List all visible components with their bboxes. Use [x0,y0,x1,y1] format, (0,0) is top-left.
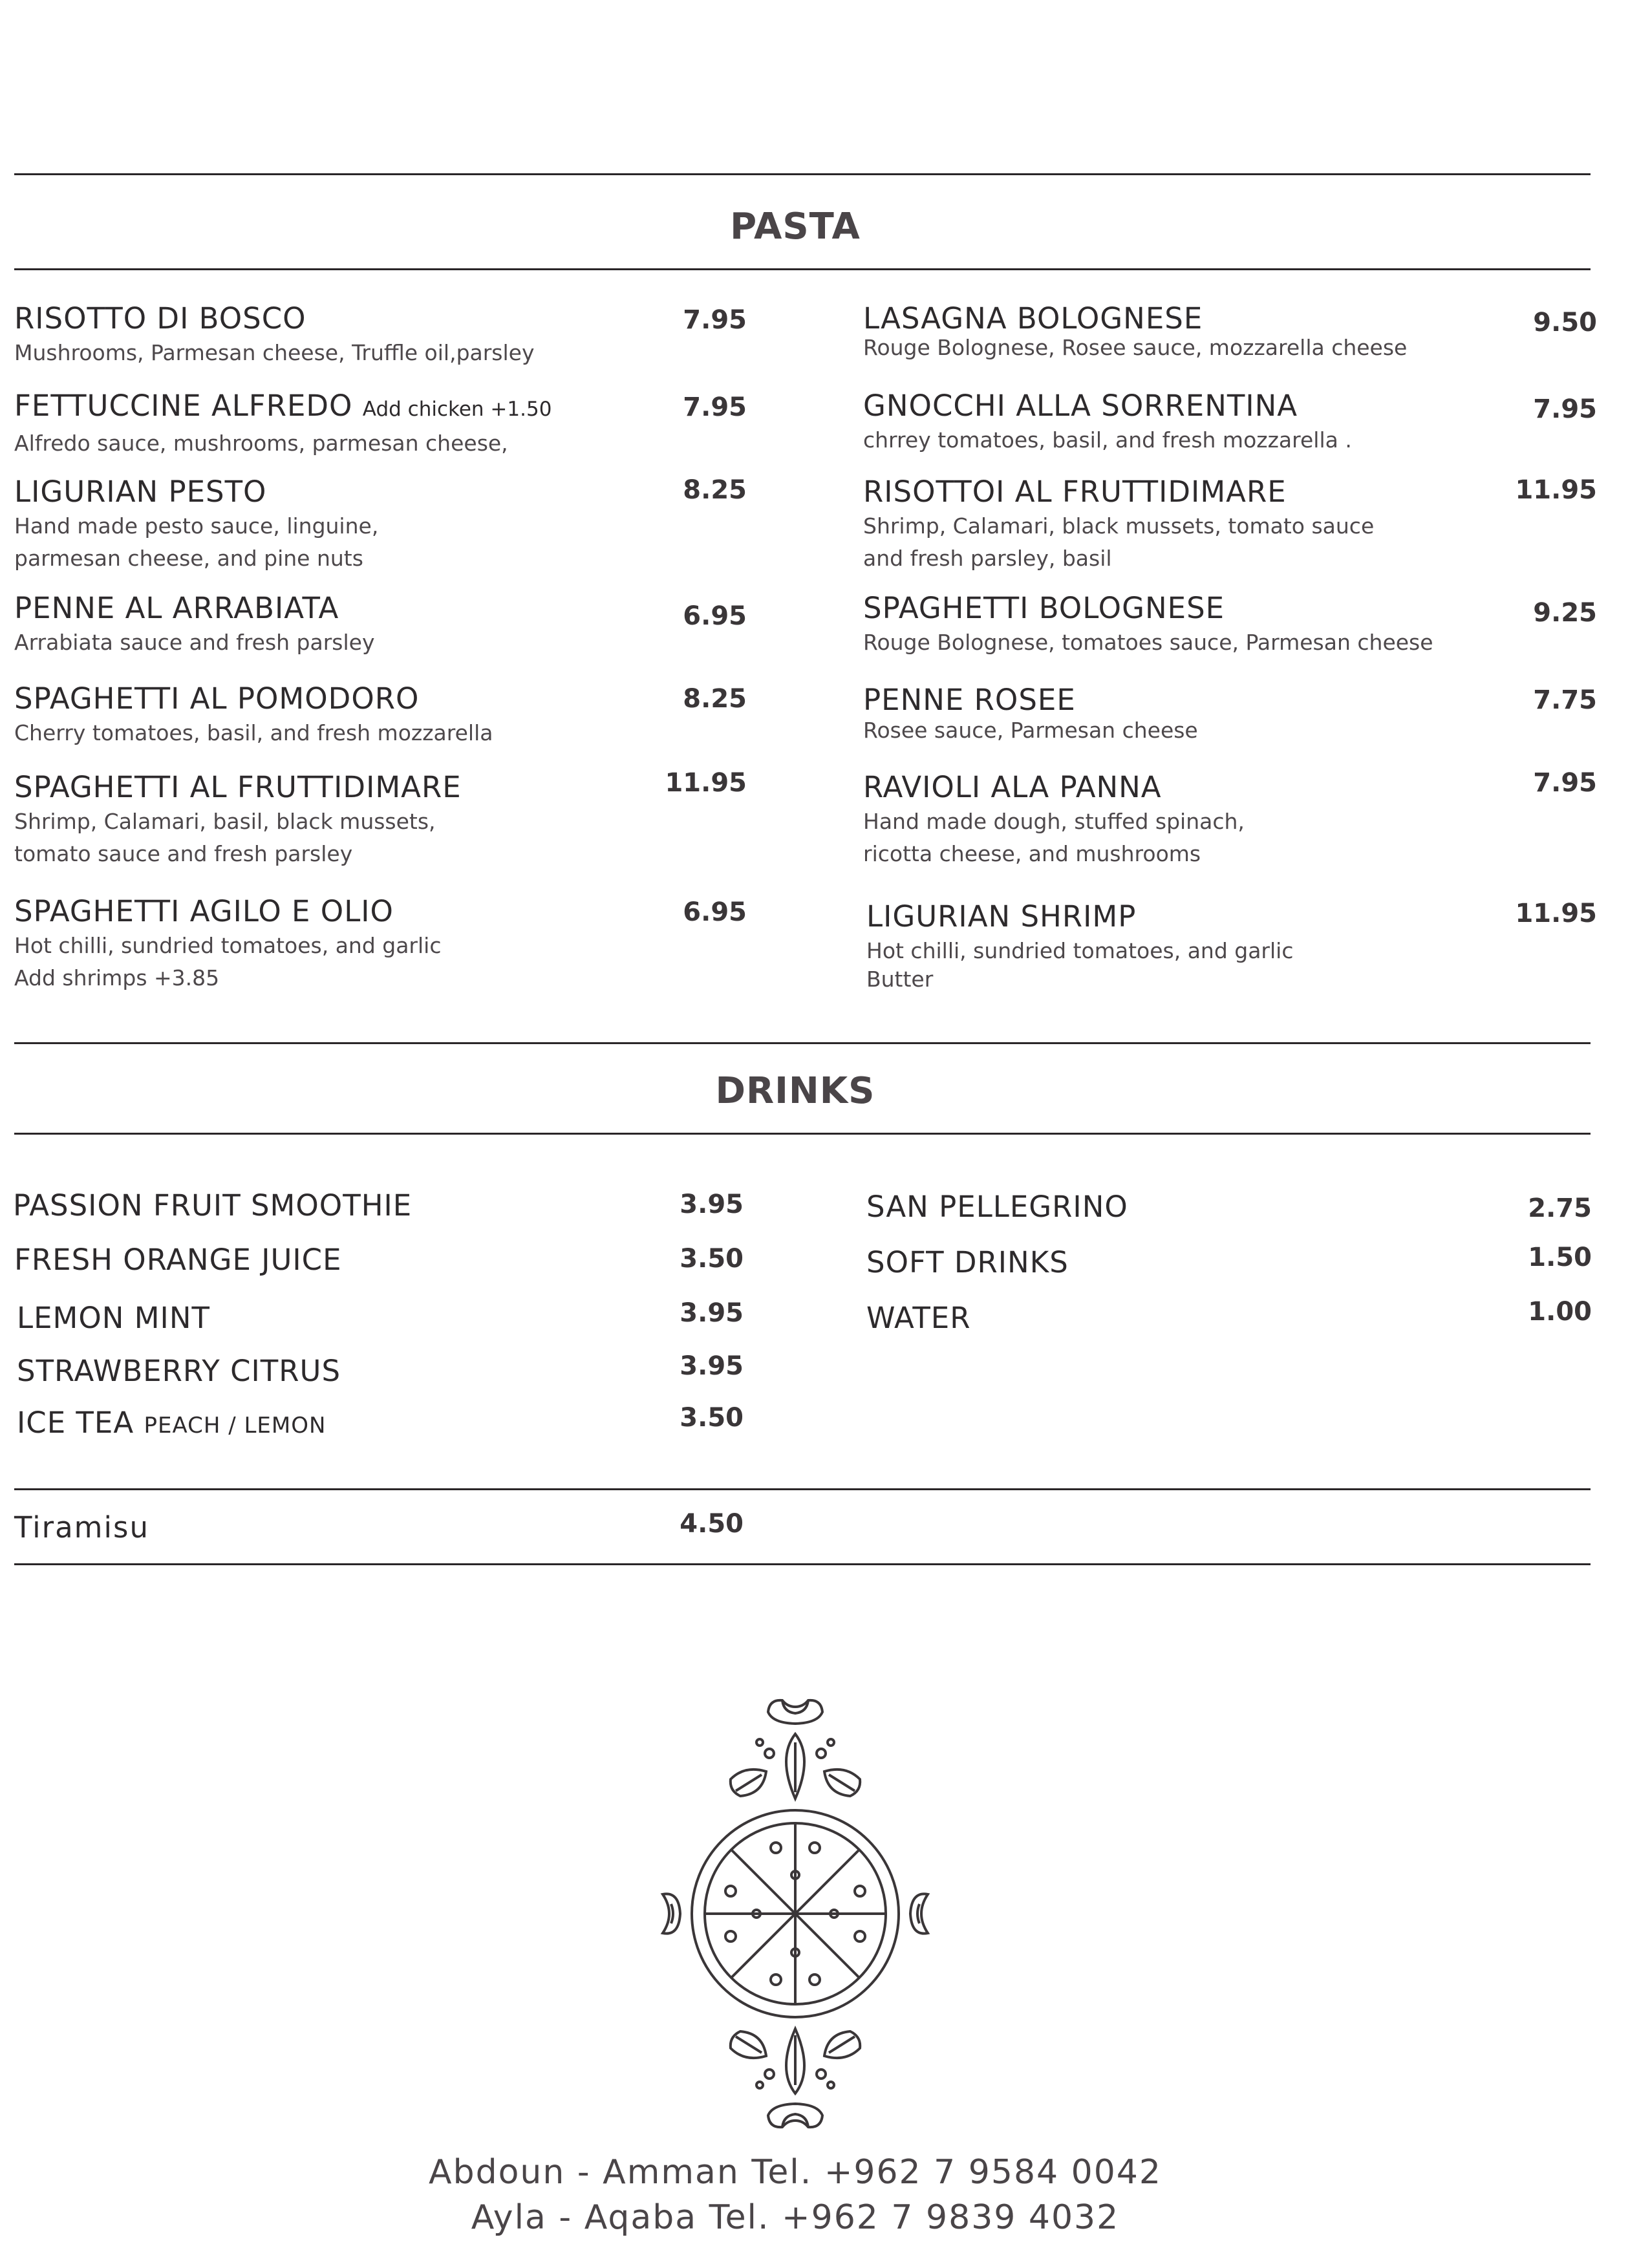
drink-price: 2.75 [1528,1193,1592,1223]
pasta-item-penne-rosee [863,682,1198,747]
drink-price: 3.95 [680,1298,744,1328]
item-desc: Butter [866,967,934,992]
item-price: 6.95 [683,897,747,927]
pasta-item-spaghetti-al-pomodoro [14,681,493,749]
drink-price: 3.50 [680,1244,744,1274]
item-desc: Rouge Bolognese, Rosee sauce, mozzarella cheese [863,335,1408,360]
item-desc: Rosee sauce, Parmesan cheese [863,718,1198,743]
pasta-bottom-rule [14,1042,1591,1044]
item-desc: Hand made pesto sauce, linguine, [14,513,379,539]
item-desc: Add shrimps +3.85 [14,965,220,990]
drink-name: STRAWBERRY CITRUS [17,1354,341,1388]
pasta-item-fettuccine-alfredo [14,388,552,460]
item-name: LASAGNA BOLOGNESE [863,301,1203,336]
item-price: 9.25 [1533,598,1597,628]
item-desc: Shrimp, Calamari, black mussets, tomato sauce [863,513,1375,539]
item-desc: chrrey tomatoes, basil, and fresh mozzarella . [863,427,1352,453]
drink-note: PEACH / LEMON [144,1413,327,1439]
top-rule [14,173,1591,175]
pasta-item-penne-al-arrabiata [14,590,374,659]
item-name: GNOCCHI ALLA SORRENTINA [863,389,1298,423]
item-name: SPAGHETTI BOLOGNESE [863,591,1225,625]
pasta-item-risotto-di-bosco [14,301,535,369]
pasta-item-ligurian-shrimp [866,899,1293,996]
item-name: FETTUCCINE ALFREDO [14,389,353,423]
item-name: RISOTTOI AL FRUTTIDIMARE [863,475,1287,509]
item-name: SPAGHETTI AL FRUTTIDIMARE [14,770,462,804]
item-price: 6.95 [683,601,747,631]
drink-price: 1.00 [1528,1297,1592,1327]
drinks-bottom-rule [14,1488,1591,1490]
pasta-item-gnocchi-alla-sorrentina [863,388,1352,456]
drink-price: 3.50 [680,1403,744,1433]
item-price: 7.95 [1533,768,1597,798]
drink-name: SOFT DRINKS [866,1245,1069,1279]
pasta-item-spaghetti-al-fruttidimare [14,769,462,870]
item-name: SPAGHETTI AGILO E OLIO [14,894,394,928]
drinks-heading-rule [14,1133,1591,1135]
item-desc: parmesan cheese, and pine nuts [14,546,363,571]
pizza-logo-icon [634,1681,957,2146]
item-desc: tomato sauce and fresh parsley [14,841,353,866]
pasta-heading-rule [14,268,1591,270]
dessert-name: Tiramisu [14,1510,149,1545]
drink-name: ICE TEA [17,1406,134,1440]
item-desc: Arrabiata sauce and fresh parsley [14,630,375,655]
item-name: RAVIOLI ALA PANNA [863,770,1162,804]
item-desc: Hot chilli, sundried tomatoes, and garlic [866,938,1294,963]
pasta-item-ravioli-ala-panna [863,769,1245,870]
item-price: 9.50 [1533,308,1597,337]
item-desc: Hot chilli, sundried tomatoes, and garlic [14,933,442,958]
item-price: 7.95 [1533,394,1597,424]
drink-price: 3.95 [680,1190,744,1219]
item-desc: Shrimp, Calamari, basil, black mussets, [14,809,436,834]
pasta-item-spaghetti-agilo-e-olio [14,893,441,994]
item-name: LIGURIAN SHRIMP [866,899,1137,934]
drink-name: WATER [866,1301,971,1335]
item-desc: Mushrooms, Parmesan cheese, Truffle oil,parsley [14,340,535,365]
item-price: 11.95 [1515,475,1597,505]
item-price: 11.95 [665,768,747,798]
item-desc: Hand made dough, stuffed spinach, [863,809,1245,834]
item-desc: ricotta cheese, and mushrooms [863,841,1201,866]
pasta-item-risottoi-al-fruttidimare [863,474,1374,575]
item-name: SPAGHETTI AL POMODORO [14,681,420,716]
item-desc: Cherry tomatoes, basil, and fresh mozzarella [14,720,493,745]
pasta-item-lasagna-bolognese [863,301,1407,364]
item-price: 8.25 [683,684,747,714]
drinks-heading: DRINKS [715,1070,875,1112]
item-name: PENNE AL ARRABIATA [14,591,339,625]
drink-name: FRESH ORANGE JUICE [14,1243,342,1277]
item-name: LIGURIAN PESTO [14,475,267,509]
item-desc: and fresh parsley, basil [863,546,1112,571]
pasta-item-spaghetti-bolognese [863,590,1433,659]
pasta-heading: PASTA [730,206,861,248]
contact-ayla: Ayla - Aqaba Tel. +962 7 9839 4032 [471,2198,1120,2237]
drink-name: LEMON MINT [17,1301,210,1335]
item-addon: Add chicken +1.50 [362,398,552,421]
item-price: 7.95 [683,392,747,422]
item-desc: Rouge Bolognese, tomatoes sauce, Parmesan cheese [863,630,1433,655]
contact-abdoun: Abdoun - Amman Tel. +962 7 9584 0042 [429,2153,1162,2192]
drink-name: PASSION FRUIT SMOOTHIE [13,1188,412,1223]
drink-name: SAN PELLEGRINO [866,1190,1128,1224]
pasta-item-ligurian-pesto [14,474,378,575]
drink-price: 3.95 [680,1351,744,1381]
item-price: 11.95 [1515,899,1597,928]
dessert-price: 4.50 [680,1509,744,1539]
item-name: PENNE ROSEE [863,683,1076,717]
item-desc: Alfredo sauce, mushrooms, parmesan cheese, [14,431,508,456]
item-price: 7.95 [683,305,747,335]
item-price: 8.25 [683,475,747,505]
item-name: RISOTTO DI BOSCO [14,301,306,336]
dessert-bottom-rule [14,1563,1591,1565]
item-price: 7.75 [1533,685,1597,715]
drink-name-ice-tea [17,1406,326,1440]
drink-price: 1.50 [1528,1243,1592,1272]
